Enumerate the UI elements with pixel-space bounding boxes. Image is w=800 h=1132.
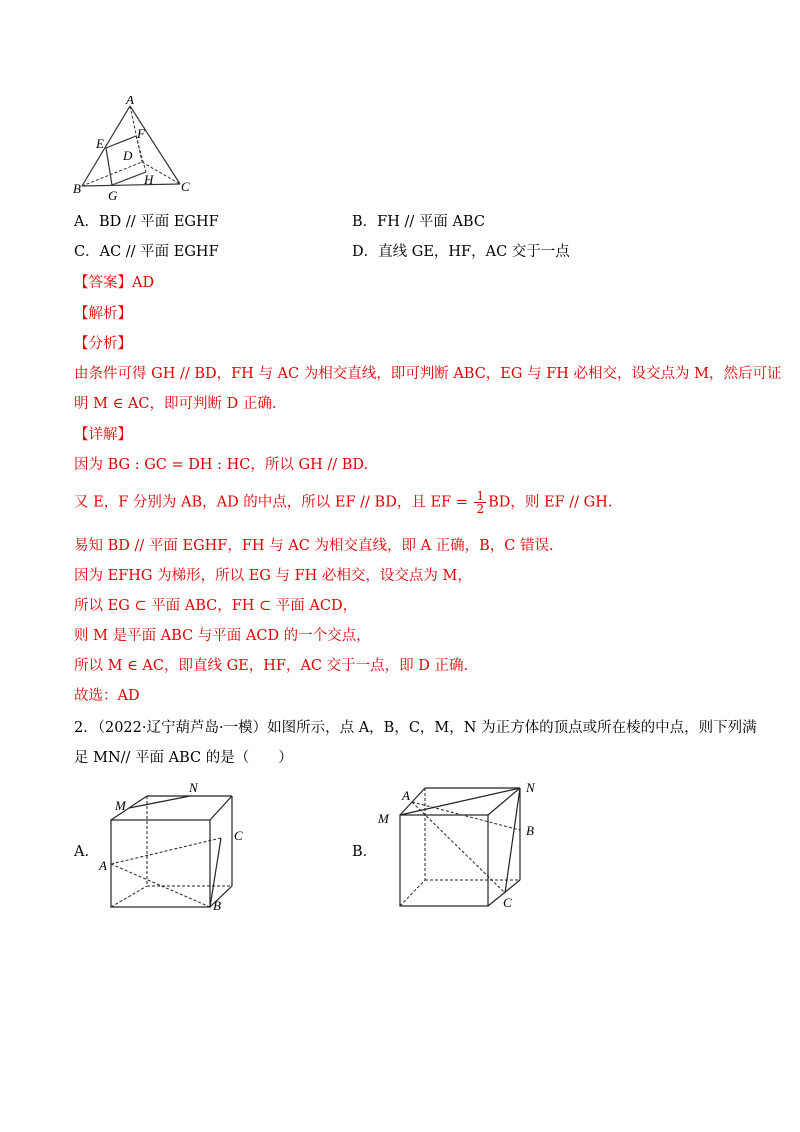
detail-line-2 (74, 490, 612, 515)
analysis-line-2: 明 M ∈ AC，即可判断 D 正确. (74, 396, 277, 412)
cube-a-option: A． (74, 844, 99, 860)
cube-b-figure (375, 775, 550, 910)
option-c: C．AC // 平面 EGHF (74, 244, 219, 260)
label-F: F (137, 126, 145, 141)
cube-a-figure (95, 778, 265, 913)
label-B: B (73, 181, 81, 196)
detail-line-7: 所以 M ∈ AC，即直线 GE，HF，AC 交于一点，即 D 正确. (74, 658, 469, 674)
cube-a-label-C: C (234, 828, 243, 843)
analysis-line-1: 由条件可得 GH // BD，FH 与 AC 为相交直线，即可判断 ABC，EG 与 FH 必相交，设交点为 M，然后可证 (74, 366, 782, 382)
detail-line-5: 所以 EG ⊂ 平面 ABC，FH ⊂ 平面 ACD， (74, 598, 358, 614)
choice-line: 故选：AD (74, 688, 140, 704)
label-C: C (181, 179, 190, 194)
cube-a-label-B: B (213, 898, 221, 913)
xiangjie-label: 【详解】 (74, 427, 132, 443)
fraction-numerator: 1 (476, 489, 485, 503)
label-H: H (144, 172, 154, 187)
cube-a-label-M: M (115, 798, 126, 813)
cube-b-option: B． (352, 844, 378, 860)
fraction (474, 490, 486, 515)
label-D: D (123, 148, 133, 163)
cube-a-label-N: N (189, 780, 198, 795)
cube-b-label-M: M (378, 811, 389, 826)
label-G: G (108, 188, 118, 203)
label-E: E (96, 136, 104, 151)
detail-line-6: 则 M 是平面 ABC 与平面 ACD 的一个交点， (74, 628, 371, 644)
question-2-line-1: 2．（2022·辽宁葫芦岛·一模）如图所示，点 A，B，C，M，N 为正方体的顶点或所在棱的中点，则下列满 (74, 720, 757, 736)
cube-a-label-A: A (99, 858, 107, 873)
cube-b-label-B: B (526, 823, 534, 838)
tetrahedron-figure (70, 96, 200, 206)
answer-label: 【答案】AD (74, 275, 155, 291)
option-b: B．FH // 平面 ABC (352, 214, 485, 230)
detail-line-3: 易知 BD // 平面 EGHF，FH 与 AC 为相交直线，即 A 正确，B，C 错误. (74, 538, 554, 554)
detail-line-4: 因为 EFHG 为梯形，所以 EG 与 FH 必相交，设交点为 M， (74, 568, 472, 584)
cube-b-label-C: C (503, 895, 512, 910)
fenxi-label: 【分析】 (74, 336, 132, 352)
detail-line-1: 因为 BG : GC = DH : HC，所以 GH // BD. (74, 457, 369, 473)
jiexi-label: 【解析】 (74, 306, 132, 322)
option-a: A．BD // 平面 EGHF (74, 214, 219, 230)
fraction-denominator: 2 (476, 502, 485, 516)
cube-b-label-N: N (526, 780, 535, 795)
option-d: D．直线 GE，HF，AC 交于一点 (352, 244, 570, 260)
question-2-line-2: 足 MN// 平面 ABC 的是（ ） (74, 750, 293, 766)
label-A: A (126, 96, 134, 107)
detail-line-2-tail: BD，则 EF // GH. (488, 494, 613, 511)
detail-line-2-text: 又 E，F 分别为 AB，AD 的中点，所以 EF // BD，且 EF = (74, 494, 473, 511)
cube-b-label-A: A (402, 788, 410, 803)
